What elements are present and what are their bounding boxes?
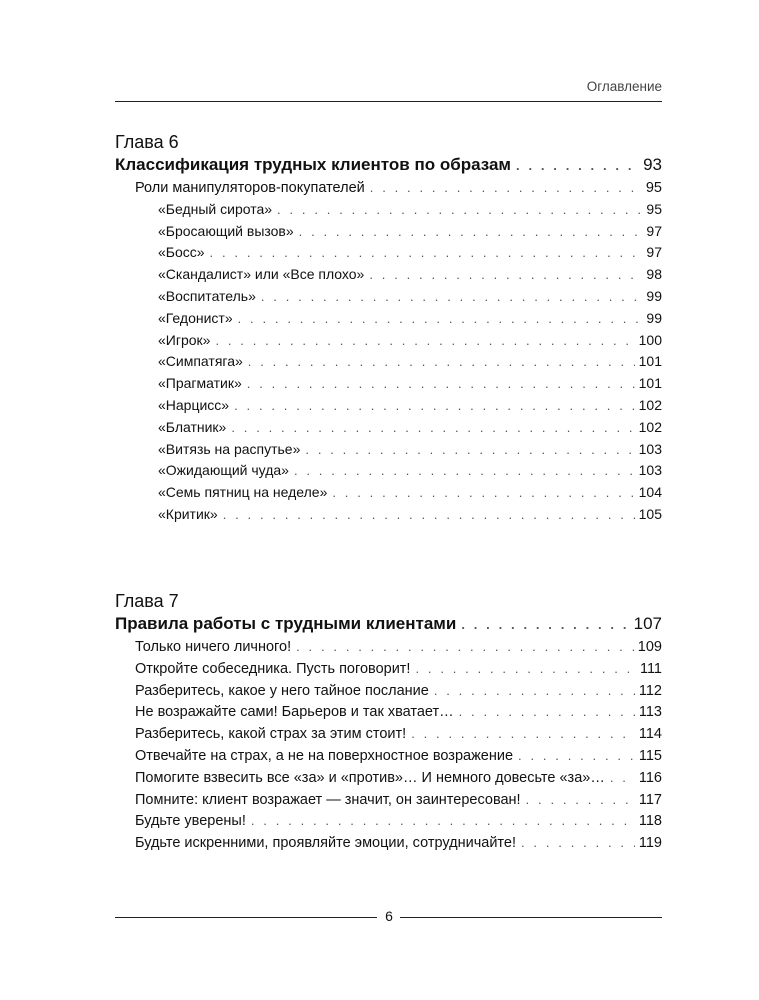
dot-leader	[294, 221, 643, 243]
dot-leader	[456, 613, 629, 636]
toc-entry	[115, 177, 662, 199]
header-rule	[115, 101, 662, 102]
toc-entry	[115, 658, 662, 680]
toc-entry	[115, 832, 662, 854]
toc-entry-title: «Семь пятниц на неделе»	[158, 484, 328, 501]
toc-entry-page: 105	[638, 505, 662, 522]
toc-entry-title: Роли манипуляторов-покупателей	[135, 180, 365, 196]
dot-leader	[327, 482, 634, 504]
toc-entry	[115, 504, 662, 526]
toc-entry-page: 103	[638, 462, 662, 479]
toc-entry-title: «Блатник»	[158, 418, 227, 435]
toc-entry	[115, 199, 662, 221]
dot-leader	[289, 460, 635, 482]
toc-entry-title: «Воспитатель»	[158, 287, 256, 304]
dot-leader	[364, 264, 642, 286]
dot-leader	[516, 832, 635, 854]
toc-entry-title: Помогите взвесить все «за» и «против»… И немного довесьте «за»…	[135, 769, 605, 786]
toc-entry-page: 112	[638, 682, 662, 699]
toc-entry-page: 115	[638, 747, 662, 764]
toc-entry	[115, 308, 662, 330]
toc-entry-page: 109	[637, 639, 662, 655]
toc-entry	[115, 636, 662, 658]
dot-leader	[521, 789, 635, 811]
toc-entry	[115, 789, 662, 811]
toc-entry	[115, 373, 662, 395]
dot-leader	[210, 330, 634, 352]
toc-entry-page: 113	[638, 704, 662, 721]
toc-entry-title: «Критик»	[158, 505, 218, 522]
dot-leader	[406, 723, 635, 745]
toc-entry-title: Отвечайте на страх, а не на поверхностное возражение	[135, 747, 514, 764]
toc-entry	[115, 723, 662, 745]
toc-entry	[115, 810, 662, 832]
toc-entry	[115, 680, 662, 702]
toc-entry-page: 95	[645, 180, 662, 196]
dot-leader	[291, 636, 634, 658]
toc-entry-page: 97	[646, 244, 662, 261]
toc-entry-page: 98	[646, 266, 662, 283]
dot-leader	[242, 373, 635, 395]
toc-entry-page: 119	[638, 835, 662, 852]
dot-leader	[218, 504, 635, 526]
dot-leader	[233, 308, 643, 330]
toc-entry-page: 101	[638, 375, 662, 392]
chapter-6-section	[115, 131, 662, 526]
toc-entry	[115, 286, 662, 308]
toc-entry-page: 104	[638, 484, 662, 501]
toc-entry	[115, 767, 662, 789]
toc-entry-page: 102	[638, 418, 662, 435]
toc-entry	[115, 153, 662, 177]
toc-entry-title: «Гедонист»	[158, 309, 233, 326]
page-number: 6	[385, 908, 393, 924]
toc-entry	[115, 439, 662, 461]
toc-entry-title: «Скандалист» или «Все плохо»	[158, 266, 365, 283]
toc-entry-title: Классификация трудных клиентов по образам	[115, 155, 512, 174]
toc-entry-page: 117	[638, 791, 662, 808]
toc-entry	[115, 745, 662, 767]
toc-entry-title: Откройте собеседника. Пусть поговорит!	[135, 660, 411, 677]
toc-entry-page: 99	[646, 287, 662, 304]
toc-entry	[115, 482, 662, 504]
footer-rule-right	[400, 917, 662, 918]
chapter-label: Глава 6	[115, 132, 179, 152]
footer-rule-left	[115, 917, 377, 918]
toc-entry-page: 111	[639, 660, 662, 677]
toc-entry	[115, 701, 662, 723]
toc-entry	[115, 395, 662, 417]
toc-entry-title: «Бедный сирота»	[158, 200, 273, 217]
toc-entry	[115, 242, 662, 264]
toc-entry	[115, 264, 662, 286]
toc-entry-title: Разберитесь, какой страх за этим стоит!	[135, 726, 407, 743]
toc-entry-title: «Витязь на распутье»	[158, 440, 301, 457]
toc-entry-title: Будьте искренними, проявляйте эмоции, сотрудничайте!	[135, 835, 516, 852]
toc-entry-page: 93	[643, 155, 662, 174]
toc-entry	[115, 351, 662, 373]
chapter-7-section	[115, 590, 662, 854]
toc-entry	[115, 221, 662, 243]
running-head-title: Оглавление	[586, 79, 662, 94]
toc-entry-page: 102	[638, 396, 662, 413]
toc-entry-title: Помните: клиент возражает — значит, он заинтересован!	[135, 791, 521, 808]
toc-entry-title: «Ожидающий чуда»	[158, 462, 289, 479]
dot-leader	[246, 810, 635, 832]
toc-entry-page: 107	[633, 614, 662, 633]
toc-entry-page: 114	[638, 726, 662, 743]
toc-entry	[115, 330, 662, 352]
toc-entry	[115, 417, 662, 439]
dot-leader	[454, 701, 635, 723]
toc-entry-title: Не возражайте сами! Барьеров и так хватает…	[135, 704, 454, 721]
toc-entry-title: Разберитесь, какое у него тайное послание	[135, 682, 429, 699]
toc-entry-title: «Прагматик»	[158, 375, 242, 392]
toc-entry-page: 97	[646, 222, 662, 239]
dot-leader	[243, 351, 635, 373]
dot-leader	[272, 199, 642, 221]
dot-leader	[205, 242, 643, 264]
dot-leader	[429, 680, 635, 702]
toc-entry-title: Правила работы с трудными клиентами	[115, 614, 457, 633]
toc-entry-page: 103	[638, 440, 662, 457]
toc-entry	[115, 612, 662, 636]
toc-entry-title: Только ничего личного!	[135, 639, 292, 655]
toc-entry-title: «Нарцисс»	[158, 396, 230, 413]
toc-entry-page: 99	[646, 309, 662, 326]
toc-entry-page: 101	[638, 353, 662, 370]
toc-entry-title: «Босс»	[158, 244, 205, 261]
toc-entry-title: «Игрок»	[158, 331, 211, 348]
toc-entry-page: 118	[638, 813, 662, 830]
toc-entry-page: 95	[646, 200, 662, 217]
dot-leader	[605, 767, 635, 789]
dot-leader	[511, 154, 639, 177]
toc-entries	[115, 153, 662, 526]
toc-entry-title: «Бросающий вызов»	[158, 222, 294, 239]
toc-entry	[115, 460, 662, 482]
toc-entry-title: «Симпатяга»	[158, 353, 243, 370]
dot-leader	[410, 658, 635, 680]
dot-leader	[229, 395, 635, 417]
chapter-label: Глава 7	[115, 591, 179, 611]
toc-entry-page: 116	[638, 769, 662, 786]
dot-leader	[226, 417, 634, 439]
toc-entry-title: Будьте уверены!	[135, 813, 246, 830]
toc-entry-page: 100	[638, 331, 662, 348]
toc-entries	[115, 612, 662, 854]
dot-leader	[365, 177, 642, 199]
dot-leader	[300, 439, 634, 461]
dot-leader	[256, 286, 643, 308]
dot-leader	[513, 745, 635, 767]
